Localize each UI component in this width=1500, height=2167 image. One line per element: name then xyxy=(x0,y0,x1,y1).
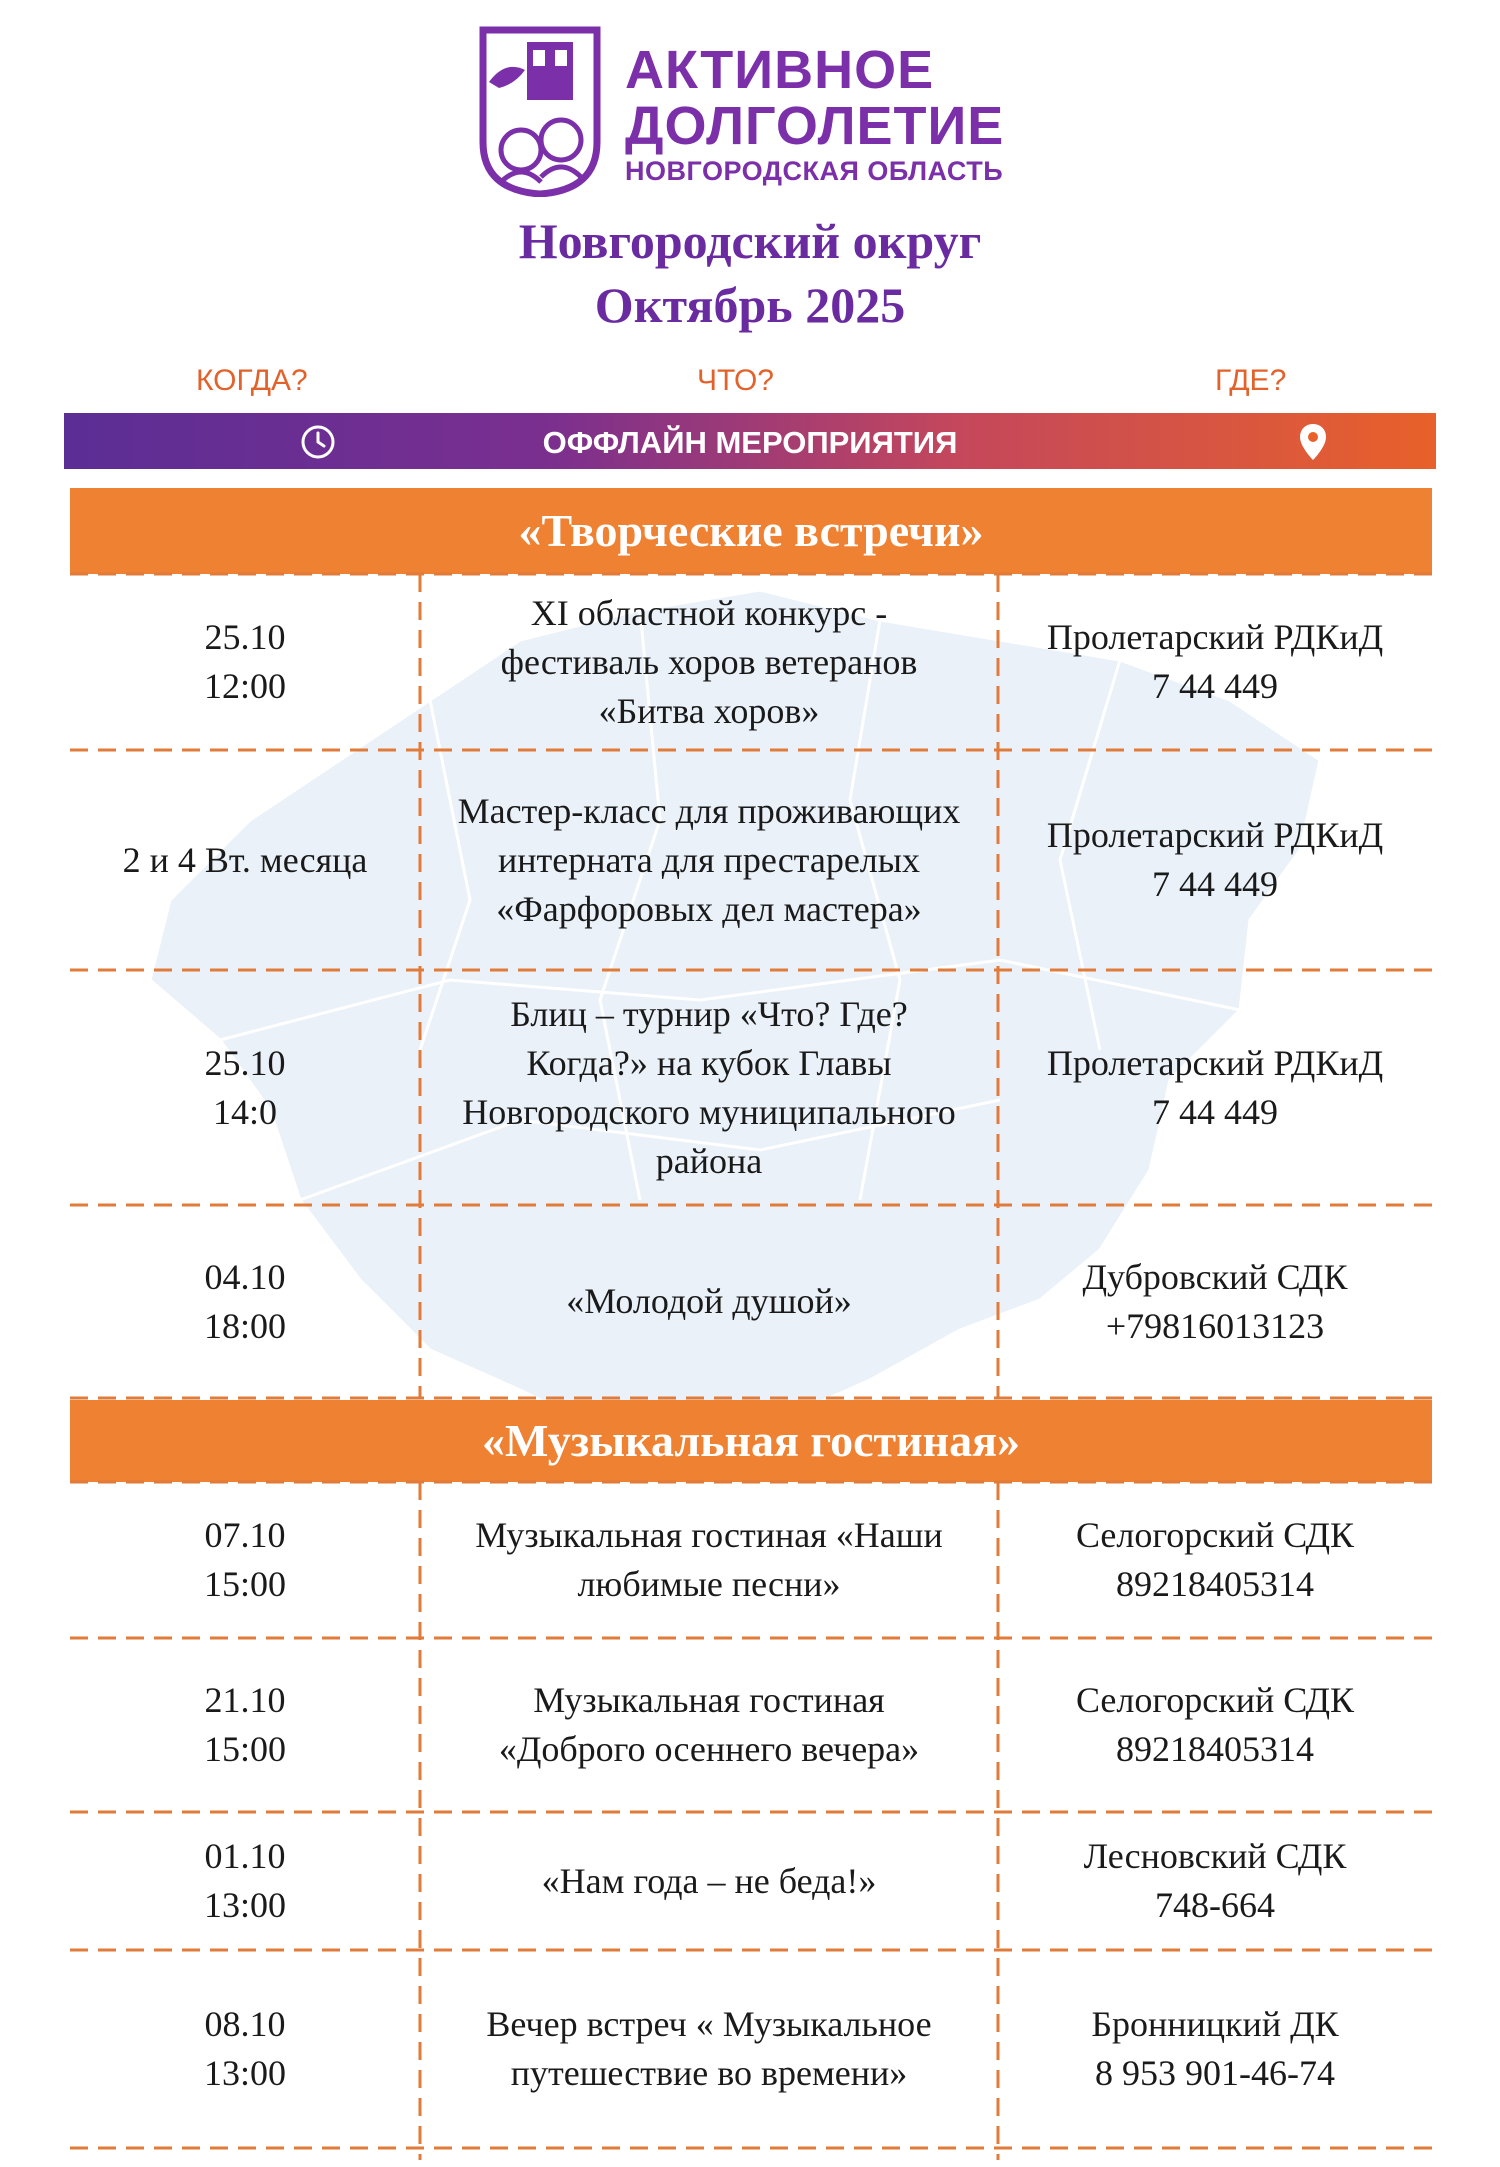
table-row xyxy=(70,750,1432,970)
table-row xyxy=(70,1638,1432,1812)
column-label-where: ГДЕ? xyxy=(1215,364,1287,397)
cell-when: 07.10 15:00 xyxy=(203,1515,286,1604)
cell-when: 2 и 4 Вт. месяца xyxy=(122,839,368,880)
table-row xyxy=(70,574,1432,750)
table-row xyxy=(70,1812,1432,1950)
cell-what: Музыкальная гостиная «Наши любимые песни» xyxy=(475,1515,943,1604)
table-row xyxy=(70,970,1432,1205)
page-title-district: Новгородский округ xyxy=(518,213,982,269)
logo-title-line2: ДОЛГОЛЕТИЕ xyxy=(625,96,1005,156)
section-title-creative-meetings: «Творческие встречи» xyxy=(70,488,1432,574)
cell-where: Дубровский СДК +79816013123 xyxy=(1082,1256,1348,1346)
cell-where: Селогорский СДК 89218405314 xyxy=(1075,1680,1355,1769)
cell-where: Пролетарский РДКиД 7 44 449 xyxy=(1046,1042,1384,1132)
cell-what: XI областной конкурс - фестиваль хоров ветеранов «Битва хоров» xyxy=(500,592,918,731)
cell-when: 21.10 15:00 xyxy=(203,1680,286,1769)
cell-what: «Нам года – не беда!» xyxy=(541,1860,877,1901)
cell-where: Селогорский СДК 89218405314 xyxy=(1075,1515,1355,1604)
cell-where: Бронницкий ДК 8 953 901-46-74 xyxy=(1091,2004,1339,2093)
table-row xyxy=(70,1482,1432,1638)
cell-when: 08.10 13:00 xyxy=(203,2004,286,2093)
table-row xyxy=(70,1950,1432,2148)
logo-title-line1: АКТИВНОЕ xyxy=(625,40,935,100)
column-label-when: КОГДА? xyxy=(196,364,308,397)
section-title-music-lounge: «Музыкальная гостиная» xyxy=(70,1400,1432,1482)
table-row xyxy=(70,1205,1432,1398)
cell-when: 25.10 14:0 xyxy=(204,1042,286,1132)
page-title-month: Октябрь 2025 xyxy=(594,277,906,333)
cell-where: Пролетарский РДКиД 7 44 449 xyxy=(1046,617,1384,706)
cell-what: «Молодой душой» xyxy=(566,1281,852,1321)
cell-what: Вечер встреч « Музыкальное путешествие во времени» xyxy=(486,2004,932,2093)
offline-events-label: ОФФЛАЙН МЕРОПРИЯТИЯ xyxy=(542,425,958,460)
cell-what: Блиц – турнир «Что? Где? Когда?» на кубок Главы Новгородского муниципального района xyxy=(462,993,956,1181)
column-label-what: ЧТО? xyxy=(697,364,774,397)
cell-when: 04.10 18:00 xyxy=(203,1256,286,1346)
logo-subtitle: НОВГОРОДСКАЯ ОБЛАСТЬ xyxy=(625,156,1004,186)
cell-where: Лесновский СДК 748-664 xyxy=(1083,1836,1347,1925)
cell-where: Пролетарский РДКиД 7 44 449 xyxy=(1046,815,1384,904)
cell-what: Мастер-класс для проживающих интерната для престарелых «Фарфоровых дел мастера» xyxy=(457,790,961,929)
cell-when: 01.10 13:00 xyxy=(203,1836,286,1925)
cell-what: Музыкальная гостиная «Доброго осеннего вечера» xyxy=(498,1680,920,1769)
cell-when: 25.10 12:00 xyxy=(203,617,286,706)
